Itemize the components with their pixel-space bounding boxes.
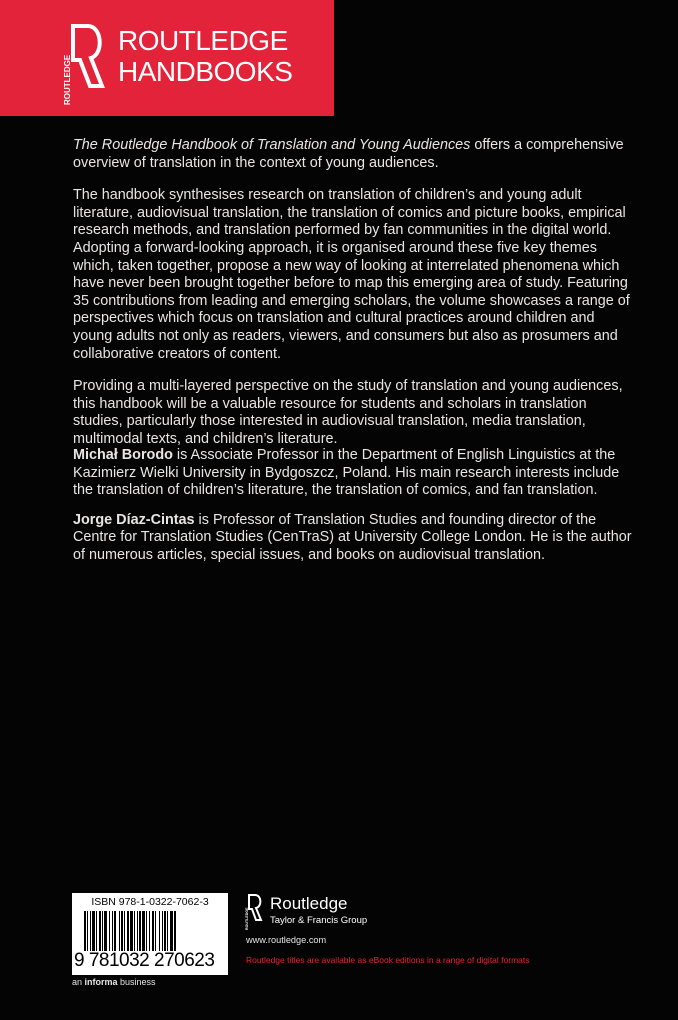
ebook-note: Routledge titles are available as eBook editions in a range of digital formats [246, 955, 530, 965]
series-name [118, 25, 292, 87]
bio-borodo [73, 447, 633, 500]
author-name: Michał Borodo [73, 447, 173, 463]
series-line-1: ROUTLEDGE [118, 25, 288, 56]
blurb-paragraph-2: The handbook synthesises research on translation of children’s and young adult literature, audiovisual translation, the translation of comics and picture books, empirical research methods, and translation performed by fan communities in the digital world. Adopting a forward-looking approach, it is organised around these five key themes which, taken together, propose a new way of looking at interrelated phenomena which have never been brought together before to map this emerging area of study. Featuring 35 contributions from leading and emerging scholars, the volume showcases a range of perspectives which focus on translation and cultural practices around children and young adults not only as readers, viewers, and consumers but also as prosumers and collaborative creators of content. [73, 187, 630, 362]
routledge-r-logo-icon [246, 893, 264, 931]
publisher-group: Taylor & Francis Group [270, 915, 368, 926]
informa-suffix: business [117, 977, 156, 987]
bio-text: is Professor of Translation Studies and founding director of the Centre for Translation Studies (CenTraS) at University College London. He is the author of numerous articles, special issues, and books on audiovisual translation. [73, 511, 632, 563]
publisher-name: Routledge [270, 894, 348, 913]
series-banner [0, 0, 334, 116]
informa-bold: informa [84, 977, 118, 987]
isbn-label: ISBN 978-1-0322-7062-3 [91, 896, 209, 908]
book-blurb [73, 137, 633, 464]
small-logo-vertical-text: ROUTLEDGE [245, 907, 249, 930]
book-title: The Routledge Handbook of Translation and Young Audiences [73, 137, 471, 153]
author-name: Jorge Díaz-Cintas [73, 511, 195, 528]
barcode-bars [84, 911, 216, 951]
blurb-p1-text: offers a comprehensive overview of translation in the context of young audiences. [73, 137, 624, 171]
informa-business-label [72, 977, 156, 987]
publisher-url[interactable]: www.routledge.com [246, 935, 327, 945]
isbn-barcode [72, 893, 228, 975]
series-line-2: HANDBOOKS [118, 56, 293, 87]
bio-diaz-cintas [73, 512, 633, 565]
isbn-digits: 9 781032 270623 [74, 950, 215, 971]
informa-prefix: an [72, 977, 85, 987]
author-bios [73, 447, 633, 577]
logo-vertical-text: ROUTLEDGE [63, 54, 72, 105]
bio-text: is Associate Professor in the Department of English Linguistics at the Kazimierz Wielki University in Bydgoszcz, Poland. His main research interests include the translation of children’s literature, the translation of comics, and fan translation. [73, 447, 620, 499]
blurb-paragraph-3: Providing a multi-layered perspective on the study of translation and young audiences, this handbook will be a valuable resource for students and scholars in translation studies, particularly those interested in audiovisual translation, media translation, multimodal texts, and children’s literature. [73, 378, 623, 447]
routledge-r-logo-icon [63, 20, 108, 108]
blurb-paragraph-1 [73, 137, 633, 172]
